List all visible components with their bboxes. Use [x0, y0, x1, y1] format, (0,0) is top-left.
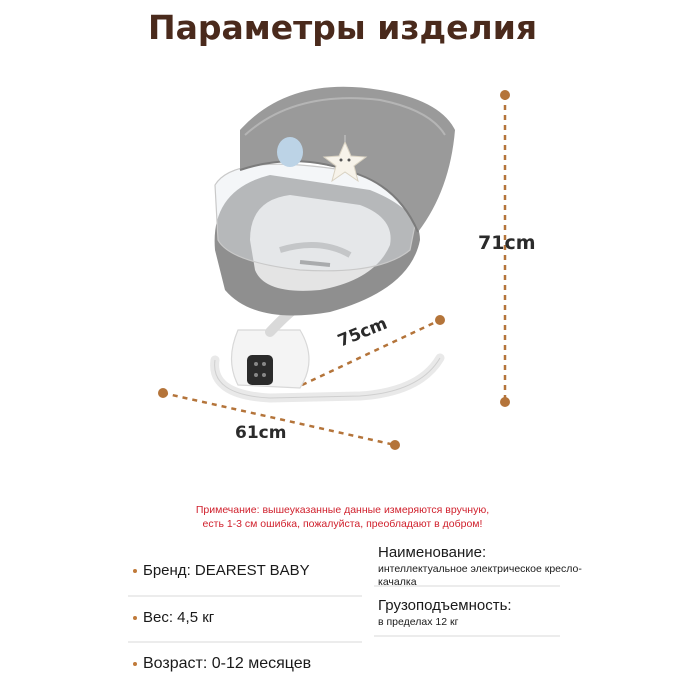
- bullet-icon: [133, 616, 137, 620]
- spec-name-label: Наименование:: [378, 544, 487, 561]
- spec-name-value: интеллектуальное электрическое кресло-качалка: [378, 563, 582, 588]
- spec-load-value: в пределах 12 кг: [378, 616, 459, 628]
- spec-age-text: Возраст: 0-12 месяцев: [143, 655, 312, 672]
- spec-weight-text: Вес: 4,5 кг: [143, 609, 215, 626]
- spec-load-label: Грузоподъемность:: [378, 597, 512, 614]
- width-label: 61cm: [235, 423, 287, 443]
- measurement-note: [100, 503, 585, 531]
- page-title: Параметры изделия: [147, 8, 538, 47]
- spec-brand-text: Бренд: DEAREST BABY: [143, 562, 310, 579]
- height-label: 71cm: [478, 232, 536, 254]
- spec-brand: [133, 562, 310, 579]
- bullet-icon: [133, 569, 137, 573]
- control-panel-icon: [247, 355, 273, 385]
- bullet-icon: [133, 662, 137, 666]
- moon-toy-icon: [277, 137, 303, 167]
- spec-load: [378, 597, 618, 629]
- depth-label: 75cm: [335, 313, 391, 352]
- bouncer-base: [215, 300, 440, 398]
- spec-weight: [133, 609, 214, 626]
- note-line-2: есть 1-3 см ошибка, пожалуйста, преобладают в добром!: [202, 518, 483, 530]
- spec-name: [378, 544, 618, 589]
- spec-age: [133, 655, 311, 673]
- note-line-1: Примечание: вышеуказанные данные измеряются вручную,: [195, 504, 490, 516]
